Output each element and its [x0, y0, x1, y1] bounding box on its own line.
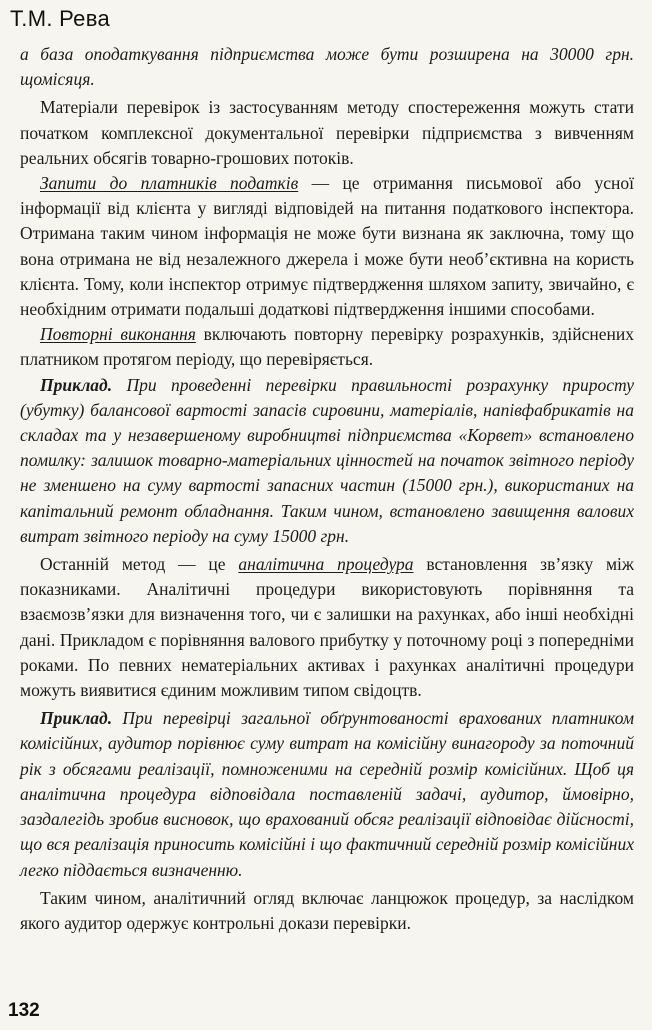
paragraph-taxpayer-queries [20, 171, 634, 322]
example-commissions-text: При перевірці загальної обґрунтованості врахованих платником комісійних, аудитор порівнює суму витрат на комісійну винагороду за поточний рік з обсягами реалізації, помноженими на середній розмір комісійних. Щоб ця аналітична процедура відповідала поставленій задачі, аудитор, ймовірно, заздалегідь зробив висновок, що врахований обсяг реалізації відповідає дійсності, що вся реалізація приносить комісійні і що фактичний середній розмір комісійних легко піддається визначенню. [20, 708, 634, 880]
analytical-procedure-text: встановлення зв’язку між показниками. Аналітичні процедури використовують порівняння та взаємозв’язки для визначення того, чи є залишки на рахунках, або інші необхідні дані. Прикладом є порівняння валового прибутку у поточному році з попередніми роками. По певних нематеріальних активах і рахунках аналітичні процедури можуть виявитися єдиним можливим типом свідоцтв. [20, 554, 634, 701]
running-header-author: Т.М. Рева [10, 6, 110, 31]
example-label: Приклад. [40, 374, 113, 395]
analytical-procedure-intro: Останній метод — це [40, 554, 239, 575]
term-repeat-executions: Повторні виконання [40, 324, 196, 345]
example-label: Приклад. [40, 708, 113, 729]
paragraph-continuation [20, 42, 634, 92]
paragraph-conclusion: Таким чином, аналітичний огляд включає ланцюжок процедур, за наслідком якого аудитор одержує контрольні докази перевірки. [20, 887, 634, 933]
repeat-executions-text: включають повторну перевірку розрахунків, здійснених платником протягом періоду, що перевіряється. [20, 324, 634, 370]
paragraph-example-korvet [20, 373, 634, 549]
paragraph-repeat-executions [20, 322, 634, 372]
term-taxpayer-queries: Запити до платників податків [40, 173, 299, 194]
example-korvet-text: При проведенні перевірки правильності розрахунку приросту (убутку) балансової вартості запасів сировини, матеріалів, напівфабрикатів на складах та у незавершеному виробництві підприємства «Корвет» встановлено помилку: залишок товарно-матеріальних цінностей на початок звітного періоду не зменшено на суму вартості запасних частин (15000 грн.), використаних на капітальний ремонт обладнання. Таким чином, встановлено завищення валових витрат звітного періоду на суму 15000 грн. [20, 374, 634, 546]
paragraph-analytical-procedure [20, 552, 634, 703]
paragraph-example-commissions [20, 706, 634, 882]
page-body [20, 42, 634, 936]
page-number: 132 [8, 1000, 40, 1021]
term-analytical-procedure: аналітична процедура [238, 554, 414, 575]
taxpayer-queries-text: — це отримання письмової або усної інформації від клієнта у вигляді відповідей на питання податкового інспектора. Отримана таким чином інформація не може бути визнана як заключна, тому що вона отримана не від незалежного джерела і може бути необ’єктивна на користь клієнта. Тому, коли інспектор отримує підтвердження шляхом запиту, звичайно, є необхідним отримати подальші додаткові підтвердження іншими способами. [20, 173, 635, 320]
continuation-text: а база оподаткування підприємства може бути розширена на 30000 грн. щомісяця. [20, 44, 634, 90]
paragraph-observation-method: Матеріали перевірок із застосуванням методу спостереження можуть стати початком комплексної документальної перевірки підприємства з вивченням реальних обсягів товарно-грошових потоків. [20, 97, 634, 168]
